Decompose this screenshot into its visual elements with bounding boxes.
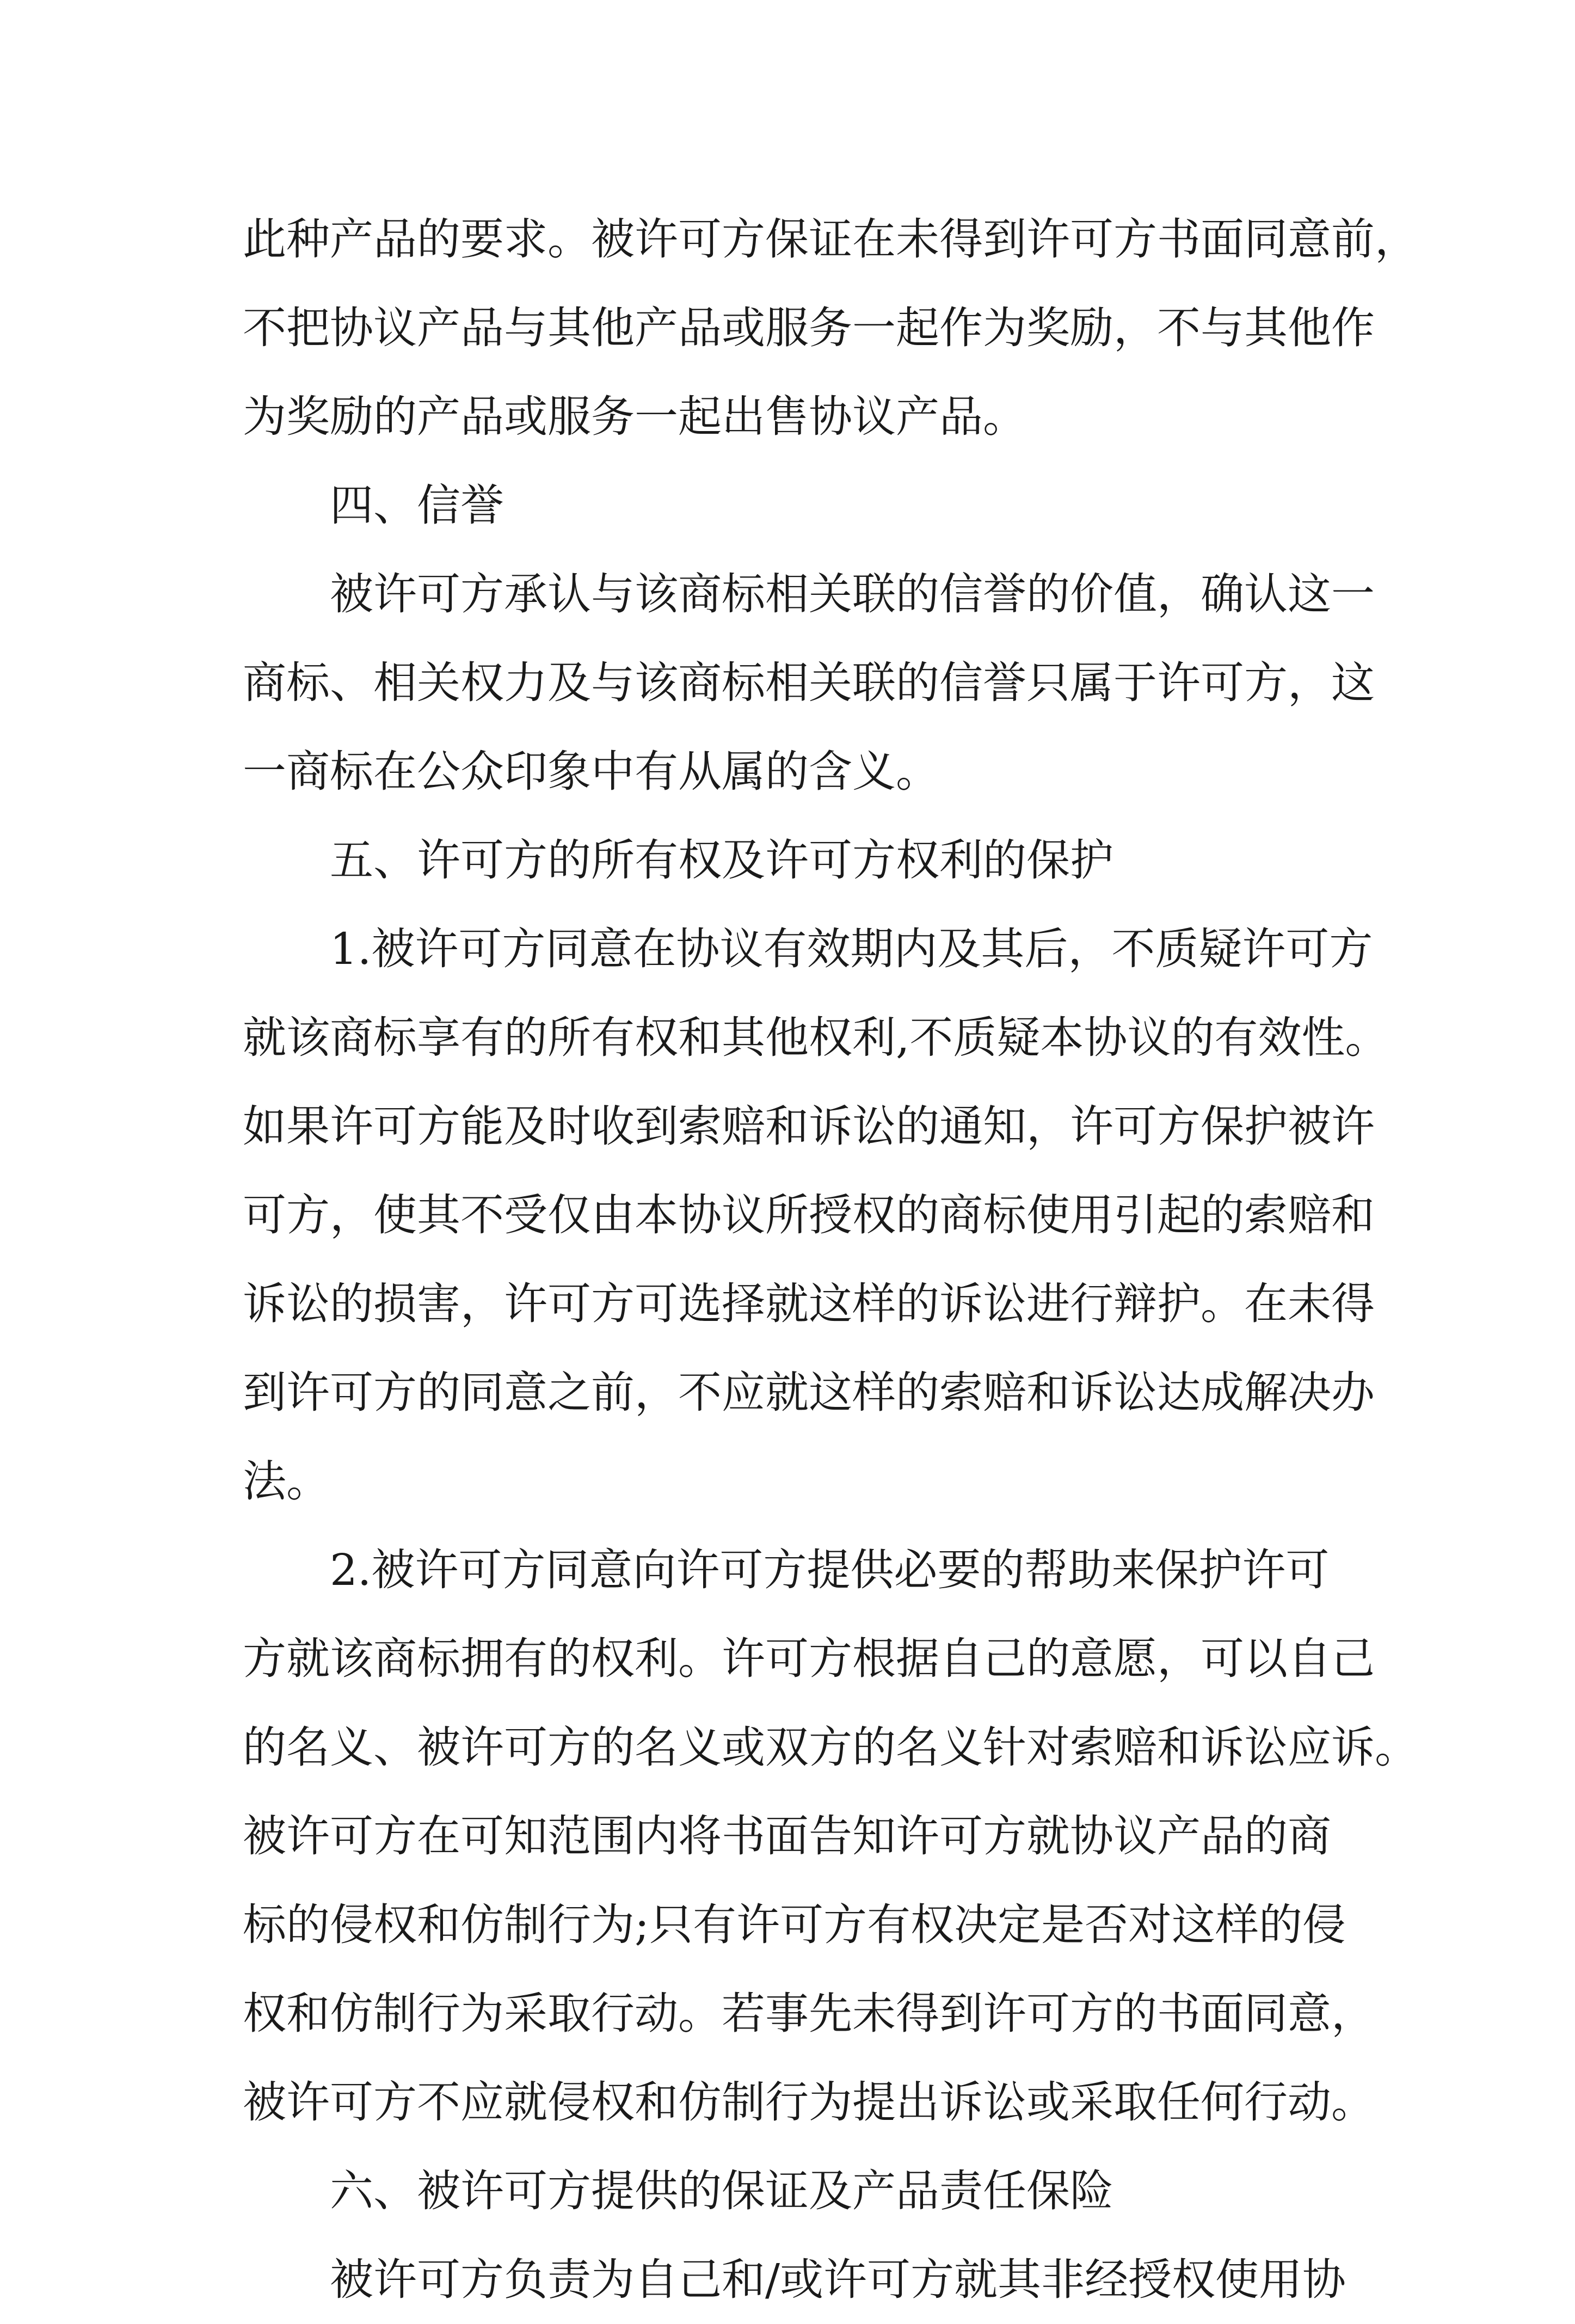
document-body [243,195,1418,2324]
document-line: 此种产品的要求。被许可方保证在未得到许可方书面同意前， [243,214,1418,265]
document-line: 不把协议产品与其他产品或服务一起作为奖励，不与其他作 [243,303,1375,353]
document-line: 四、信誉 [330,480,504,531]
document-line: 到许可方的同意之前，不应就这样的索赔和诉讼达成解决办 [243,1367,1375,1418]
document-line: 如果许可方能及时收到索赔和诉讼的通知，许可方保护被许 [243,1101,1375,1152]
document-line: 五、许可方的所有权及许可方权利的保护 [330,835,1113,886]
document-line: 一商标在公众印象中有从属的含义。 [243,746,939,797]
document-line: 被许可方不应就侵权和仿制行为提出诉讼或采取任何行动。 [243,2077,1375,2128]
document-line: 六、被许可方提供的保证及产品责任保险 [330,2166,1113,2216]
document-line: 可方，使其不受仅由本协议所授权的商标使用引起的索赔和 [243,1190,1375,1240]
document-line: 商标、相关权力及与该商标相关联的信誉只属于许可方，这 [243,657,1375,708]
document-line: 权和仿制行为采取行动。若事先未得到许可方的书面同意， [243,1988,1375,2039]
document-line: 标的侵权和仿制行为;只有许可方有权决定是否对这样的侵 [243,1899,1346,1950]
document-line: 被许可方负责为自己和/或许可方就其非经授权使用协 [330,2254,1346,2305]
document-line: 被许可方在可知范围内将书面告知许可方就协议产品的商 [243,1811,1331,1861]
document-line: 诉讼的损害，许可方可选择就这样的诉讼进行辩护。在未得 [243,1278,1375,1329]
document-line: 被许可方承认与该商标相关联的信誉的价值，确认这一 [330,569,1375,619]
document-line: 为奖励的产品或服务一起出售协议产品。 [243,391,1026,442]
document-line: 法。 [243,1456,330,1507]
document-line: 1.被许可方同意在协议有效期内及其后，不质疑许可方 [330,924,1373,974]
document-line: 的名义、被许可方的名义或双方的名义针对索赔和诉讼应诉。 [243,1722,1418,1773]
document-line: 方就该商标拥有的权利。许可方根据自己的意愿，可以自己 [243,1633,1375,1684]
document-line: 2.被许可方同意向许可方提供必要的帮助来保护许可 [330,1545,1330,1595]
document-line: 就该商标享有的所有权和其他权利,不质疑本协议的有效性。 [243,1012,1389,1063]
